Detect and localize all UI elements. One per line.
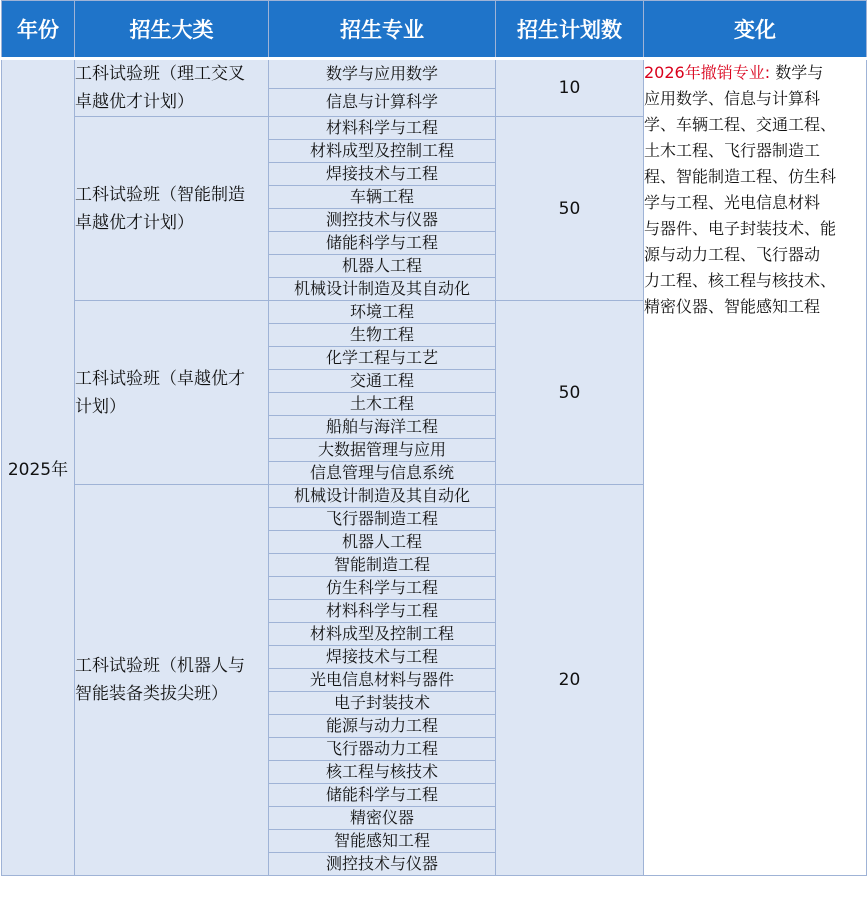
major-cell: 信息管理与信息系统 (269, 462, 496, 485)
table-row (2, 59, 867, 89)
category-cell (75, 59, 269, 117)
header-row (2, 1, 867, 59)
major-cell: 精密仪器 (269, 807, 496, 830)
plan-count-cell: 10 (496, 59, 644, 117)
category-line: 工科试验班（智能制造 (75, 184, 245, 205)
major-cell: 焊接技术与工程 (269, 646, 496, 669)
change-cell (644, 59, 867, 876)
category-line: 工科试验班（机器人与 (75, 656, 245, 676)
major-cell: 储能科学与工程 (269, 784, 496, 807)
major-cell: 数学与应用数学 (269, 59, 496, 89)
header-category: 招生大类 (75, 1, 269, 59)
change-text-line: 与器件、电子封装技术、能 (644, 219, 837, 238)
major-cell: 土木工程 (269, 393, 496, 416)
category-line: 智能装备类拔尖班） (75, 684, 228, 704)
major-cell: 机器人工程 (269, 255, 496, 278)
major-cell: 智能感知工程 (269, 830, 496, 853)
major-cell: 机械设计制造及其自动化 (269, 278, 496, 301)
change-text-line: 应用数学、信息与计算科 (644, 89, 821, 108)
major-cell: 飞行器制造工程 (269, 508, 496, 531)
major-cell: 核工程与核技术 (269, 761, 496, 784)
enrollment-plan-table (1, 0, 867, 876)
category-cell (75, 485, 269, 876)
category-line: 工科试验班（卓越优才 (75, 368, 245, 389)
major-cell: 焊接技术与工程 (269, 163, 496, 186)
header-plan-count: 招生计划数 (496, 1, 644, 59)
change-text-line: 土木工程、飞行器制造工 (644, 141, 821, 160)
change-text-line: 学、车辆工程、交通工程、 (644, 115, 837, 134)
major-cell: 材料科学与工程 (269, 117, 496, 140)
major-cell: 船舶与海洋工程 (269, 416, 496, 439)
major-cell: 车辆工程 (269, 186, 496, 209)
table-body (2, 59, 867, 876)
plan-count-cell: 20 (496, 485, 644, 876)
major-cell: 生物工程 (269, 324, 496, 347)
major-cell: 智能制造工程 (269, 554, 496, 577)
change-text-line: 学与工程、光电信息材料 (644, 193, 821, 212)
year-cell: 2025年 (2, 59, 75, 876)
change-text-line: 数学与 (770, 63, 824, 82)
major-cell: 能源与动力工程 (269, 715, 496, 738)
header-change: 变化 (644, 1, 867, 59)
major-cell: 交通工程 (269, 370, 496, 393)
category-line: 计划） (75, 396, 126, 417)
change-text-line: 程、智能制造工程、仿生科 (644, 167, 837, 186)
major-cell: 信息与计算科学 (269, 88, 496, 116)
major-cell: 大数据管理与应用 (269, 439, 496, 462)
major-cell: 仿生科学与工程 (269, 577, 496, 600)
major-cell: 化学工程与工艺 (269, 347, 496, 370)
major-cell: 材料成型及控制工程 (269, 140, 496, 163)
major-cell: 材料成型及控制工程 (269, 623, 496, 646)
major-cell: 材料科学与工程 (269, 600, 496, 623)
change-text-line: 精密仪器、智能感知工程 (644, 297, 821, 316)
category-line: 工科试验班（理工交叉 (75, 64, 245, 84)
change-text-line: 源与动力工程、飞行器动 (644, 245, 821, 264)
major-cell: 电子封装技术 (269, 692, 496, 715)
major-cell: 环境工程 (269, 301, 496, 324)
category-line: 卓越优才计划） (75, 92, 194, 112)
major-cell: 机器人工程 (269, 531, 496, 554)
category-cell (75, 117, 269, 301)
major-cell: 光电信息材料与器件 (269, 669, 496, 692)
major-cell: 测控技术与仪器 (269, 853, 496, 876)
header-year: 年份 (2, 1, 75, 59)
major-cell: 飞行器动力工程 (269, 738, 496, 761)
major-cell: 机械设计制造及其自动化 (269, 485, 496, 508)
plan-count-cell: 50 (496, 117, 644, 301)
category-line: 卓越优才计划） (75, 212, 194, 233)
category-cell (75, 301, 269, 485)
plan-count-cell: 50 (496, 301, 644, 485)
change-label: 2026年撤销专业: (644, 63, 771, 82)
major-cell: 测控技术与仪器 (269, 209, 496, 232)
major-cell: 储能科学与工程 (269, 232, 496, 255)
header-major: 招生专业 (269, 1, 496, 59)
change-text-line: 力工程、核工程与核技术、 (644, 271, 837, 290)
